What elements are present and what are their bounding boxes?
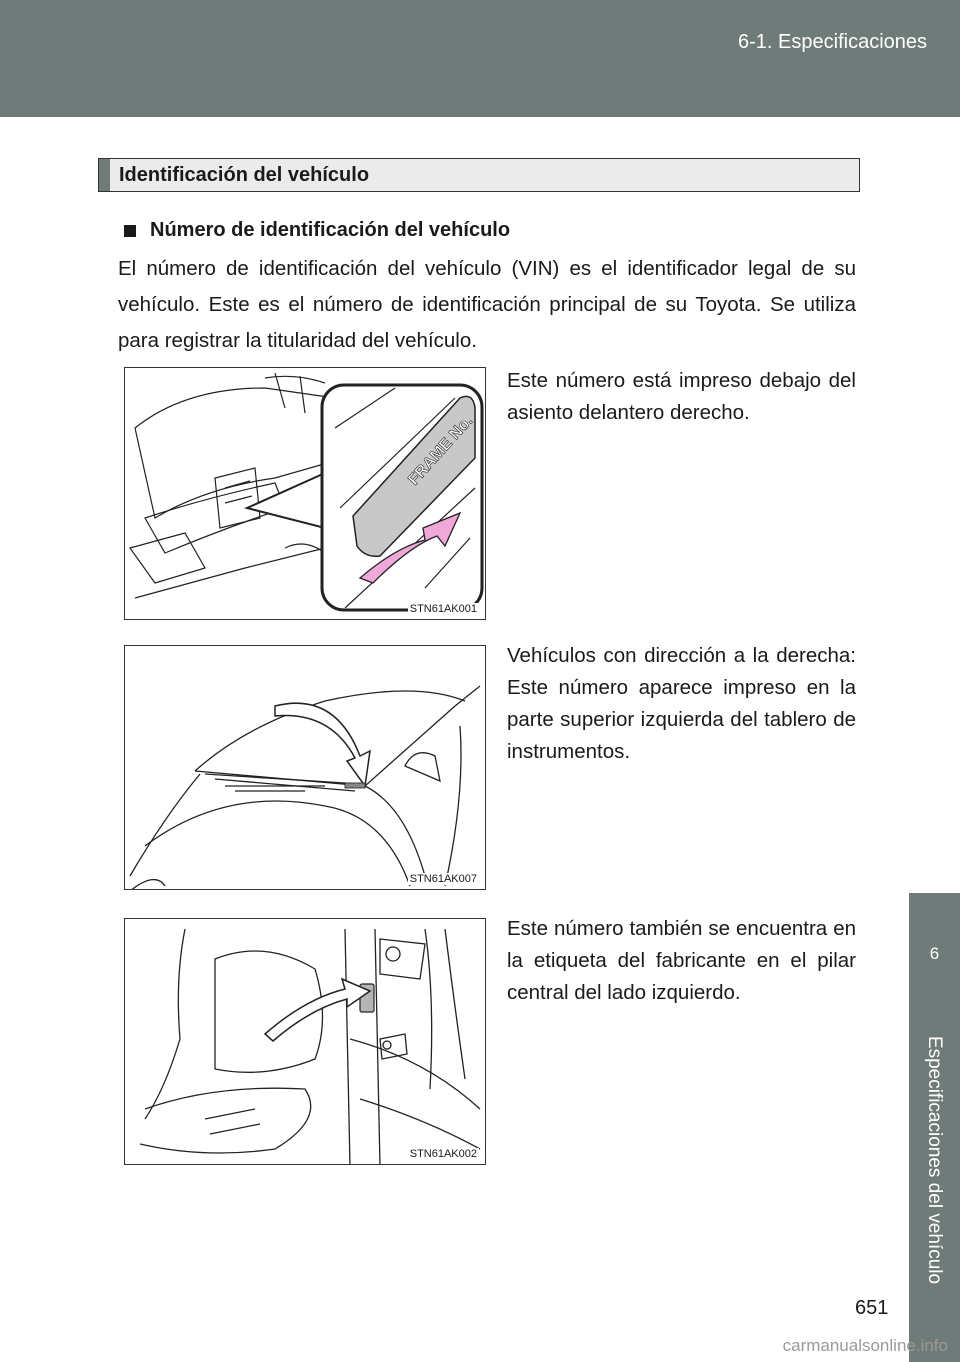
figure-caption: Vehículos con dirección a la derecha: Este número aparece impreso en la parte superior izquierda del tablero de instrumentos.	[507, 644, 856, 763]
subheading-text: Número de identificación del vehículo	[150, 219, 511, 241]
figure-pillar-label	[124, 918, 486, 1165]
section-title: Identificación del vehículo	[119, 163, 370, 186]
watermark: carmanualsonline.info	[782, 1336, 948, 1355]
figure-seat-frame-number	[124, 367, 486, 620]
page-number: 651	[855, 1297, 889, 1319]
header-section-title: 6-1. Especificaciones	[738, 31, 927, 53]
figure-code: STN61AK001	[409, 603, 477, 615]
pointer-arrow-icon	[275, 703, 370, 786]
bullet-square-icon	[124, 225, 136, 237]
header-bar	[0, 0, 960, 117]
subheading	[124, 219, 510, 242]
frame-number-plate-text: FRAME No.	[405, 412, 477, 489]
intro-paragraph: El número de identificación del vehículo (VIN) es el identificador legal de su vehículo. Este es el número de identificación principal de su Toyota. Se utiliza para registrar la titularidad del vehículo.	[118, 257, 856, 352]
seat-illustration	[125, 368, 486, 620]
section-header-accent	[99, 159, 110, 191]
pointer-arrow-icon	[265, 979, 370, 1041]
figure-code: STN61AK007	[409, 873, 477, 885]
section-header	[98, 158, 860, 192]
windshield-illustration	[125, 646, 486, 890]
side-tab-number: 6	[929, 944, 940, 963]
figure-windshield-vin	[124, 645, 486, 890]
side-tab-spacer	[909, 117, 960, 893]
figure-code: STN61AK002	[409, 1148, 477, 1160]
figure-caption: Este número está impreso debajo del asiento delantero derecho.	[507, 369, 856, 424]
figure-caption: Este número también se encuentra en la etiqueta del fabricante en el pilar central del lado izquierdo.	[507, 917, 856, 1004]
pillar-illustration	[125, 919, 486, 1165]
side-tab-label: Especificaciones del vehículo	[924, 1035, 945, 1285]
